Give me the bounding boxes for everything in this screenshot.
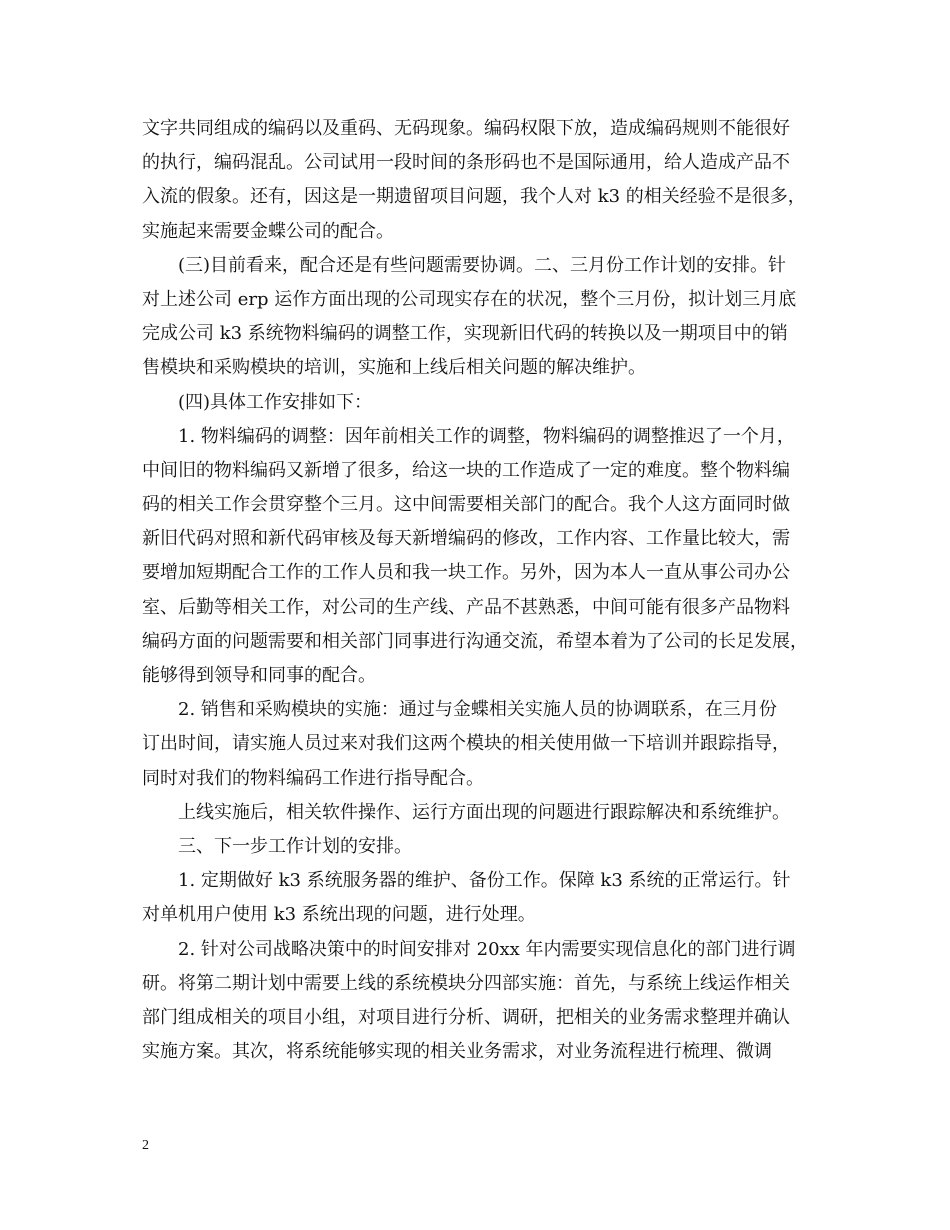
text-line: 完成公司 k3 系统物料编码的调整工作，实现新旧代码的转换以及一期项目中的销 — [142, 323, 788, 345]
text-line: 室、后勤等相关工作，对公司的生产线、产品不甚熟悉，中间可能有很多产品物料 — [142, 596, 790, 618]
text-line: 能够得到领导和同事的配合。 — [142, 665, 376, 686]
text-line: 上线实施后，相关软件操作、运行方面出现的问题进行跟踪解决和系统维护。 — [178, 801, 790, 823]
text-line: (四)具体工作安排如下： — [178, 391, 373, 413]
text-line: 1. 物料编码的调整：因年前相关工作的调整，物料编码的调整推迟了一个月， — [178, 425, 795, 447]
text-line: 售模块和采购模块的培训，实施和上线后相关问题的解决维护。 — [142, 357, 646, 379]
text-line: 2. 销售和采购模块的实施：通过与金蝶相关实施人员的协调联系，在三月份 — [178, 699, 777, 721]
text-line: 入流的假象。还有，因这是一期遗留项目问题，我个人对 k3 的相关经验不是很多， — [142, 186, 806, 208]
text-line: 三、下一步工作计划的安排。 — [178, 835, 412, 857]
document-body — [142, 112, 822, 1069]
text-line: 码的相关工作会贯穿整个三月。这中间需要相关部门的配合。我个人这方面同时做 — [142, 494, 790, 516]
text-line: 实施起来需要金蝶公司的配合。 — [142, 220, 394, 242]
text-line: 实施方案。其次，将系统能够实现的相关业务需求，对业务流程进行梳理、微调 — [142, 1041, 772, 1063]
text-line: 研。将第二期计划中需要上线的系统模块分四部实施：首先，与系统上线运作相关 — [142, 972, 790, 994]
text-line: 对上述公司 erp 运作方面出现的公司现实存在的状况，整个三月份，拟计划三月底 — [142, 288, 797, 310]
page-number: 2 — [142, 1138, 149, 1153]
text-line: 部门组成相关的项目小组，对项目进行分析、调研，把相关的业务需求整理并确认 — [142, 1006, 790, 1028]
text-line: 编码方面的问题需要和相关部门同事进行沟通交流，希望本着为了公司的长足发展， — [142, 630, 808, 652]
text-line: 文字共同组成的编码以及重码、无码现象。编码权限下放，造成编码规则不能很好 — [142, 118, 790, 139]
text-line: 同时对我们的物料编码工作进行指导配合。 — [142, 767, 484, 789]
text-line: 对单机用户使用 k3 系统出现的问题，进行处理。 — [142, 904, 536, 926]
text-line: 要增加短期配合工作的工作人员和我一块工作。另外，因为本人一直从事公司办公 — [142, 562, 790, 584]
text-line: 1. 定期做好 k3 系统服务器的维护、备份工作。保障 k3 系统的正常运行。针 — [178, 870, 791, 892]
text-line: 2. 针对公司战略决策中的时间安排对 20xx 年内需要实现信息化的部门进行调 — [178, 938, 796, 960]
text-line: 中间旧的物料编码又新增了很多，给这一块的工作造成了一定的难度。整个物料编 — [142, 459, 790, 481]
text-line: 的执行，编码混乱。公司试用一段时间的条形码也不是国际通用，给人造成产品不 — [142, 152, 790, 174]
text-line: 订出时间，请实施人员过来对我们这两个模块的相关使用做一下培训并跟踪指导， — [142, 733, 790, 755]
text-line: 新旧代码对照和新代码审核及每天新增编码的修改，工作内容、工作量比较大，需 — [142, 528, 790, 550]
text-line: (三)目前看来，配合还是有些问题需要协调。二、三月份工作计划的安排。针 — [178, 254, 787, 276]
